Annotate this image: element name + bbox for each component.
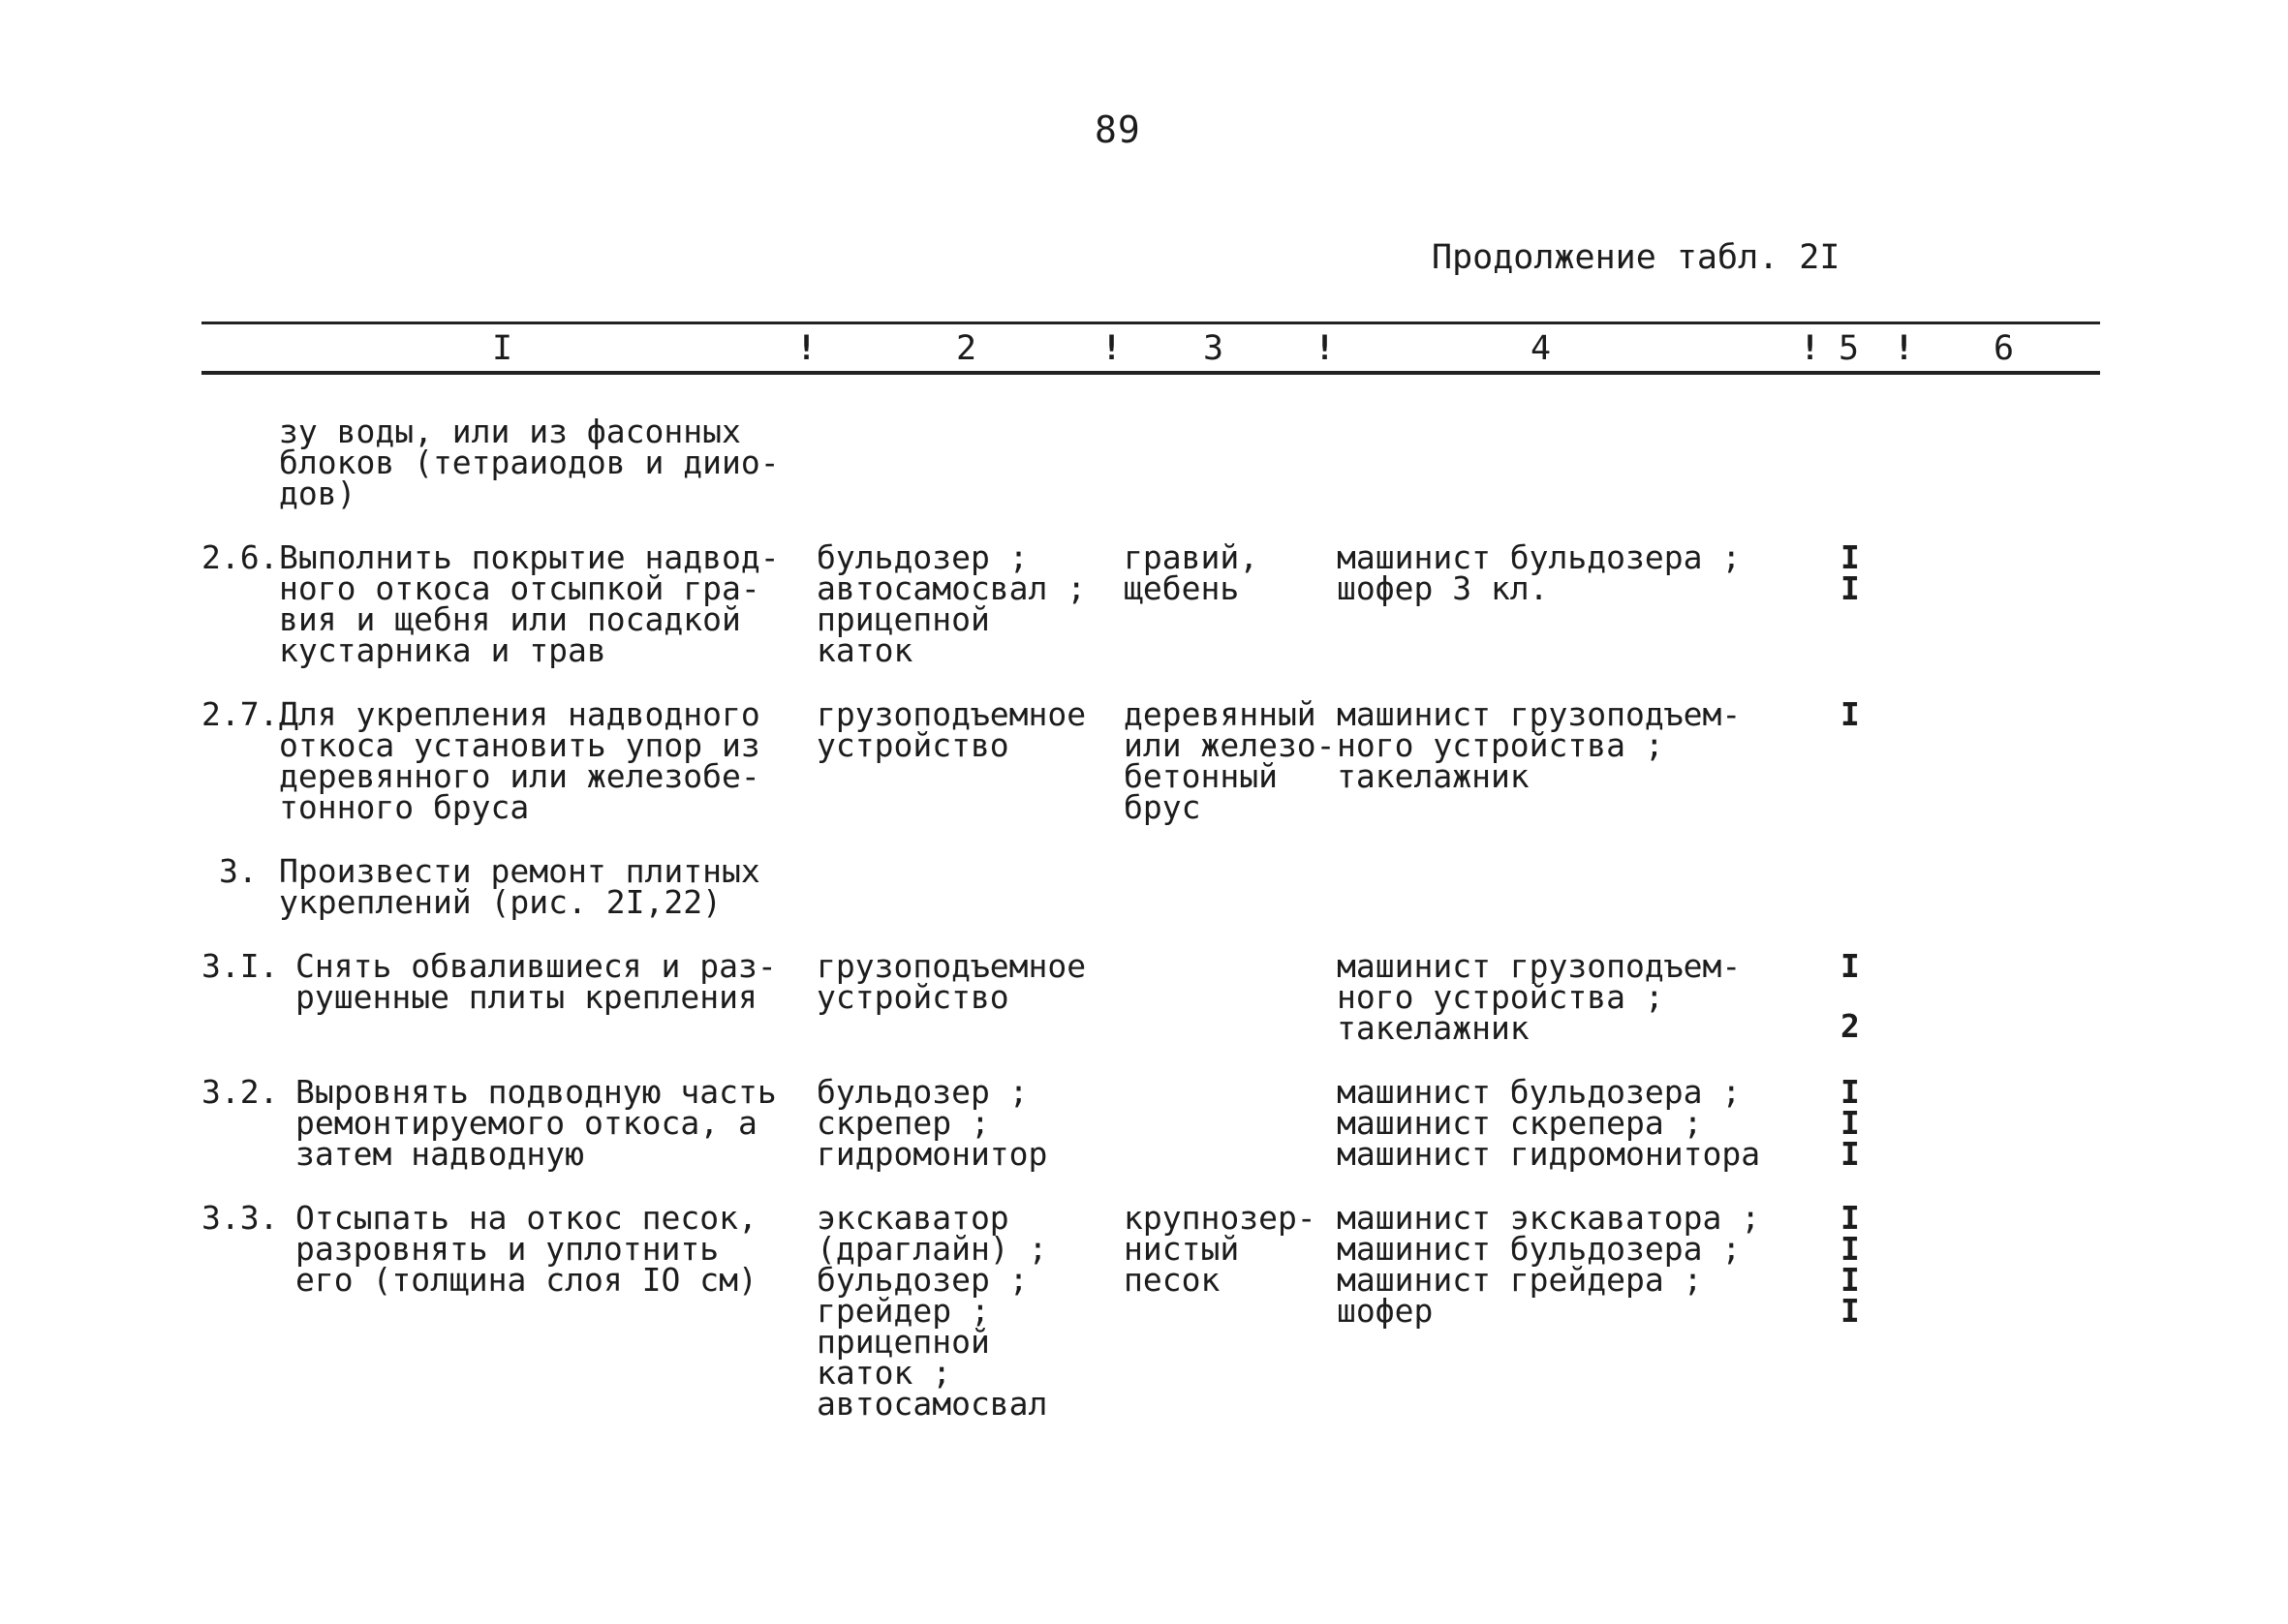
column-separator: ! — [1800, 329, 1821, 368]
column-header-4: 4 — [1530, 329, 1552, 368]
column-separator: ! — [1101, 329, 1123, 368]
row-workers: машинист грузоподъем- ного устройства ; такелажник — [1337, 947, 1742, 1047]
row-equipment: грузоподъемное устройство — [817, 947, 1087, 1016]
page-number: 89 — [1095, 108, 1141, 151]
row-text: Для укрепления надводного откоса установить упор из деревянного или железобе- тонного бруса — [279, 695, 760, 826]
column-header-1: I — [492, 329, 513, 368]
column-header-2: 2 — [956, 329, 977, 368]
row-number: 3.3. — [201, 1199, 279, 1237]
row-number: 2.7. — [201, 695, 279, 733]
column-separator: ! — [1314, 329, 1336, 368]
row-equipment: экскаватор (драглайн) ; бульдозер ; грейдер ; прицепной каток ; автосамосвал — [817, 1199, 1048, 1423]
row-text: Выровнять подводную часть ремонтируемого откоса, а затем надводную — [295, 1073, 777, 1173]
row-text: Отсыпать на откос песок, разровнять и уплотнить его (толщина слоя IO см) — [295, 1199, 758, 1299]
row-text: Выполнить покрытие надвод- ного откоса отсыпкой гра- вия и щебня или посадкой кустарника и трав — [279, 538, 780, 669]
row-number: 3.2. — [201, 1073, 279, 1111]
column-header-5: 5 — [1839, 329, 1860, 368]
row-text: Произвести ремонт плитных укреплений (рис. 2I,22) — [279, 852, 760, 921]
row-materials: крупнозер- нистый песок — [1124, 1199, 1316, 1299]
table-header-bottom-rule — [201, 371, 2100, 375]
row-materials: гравий, щебень — [1124, 538, 1259, 607]
row-number: 2.6. — [201, 538, 279, 576]
row-equipment: бульдозер ; автосамосвал ; прицепной каток — [817, 538, 1087, 669]
row-count: I I I I — [1840, 1199, 1860, 1330]
row-number: 3. — [219, 852, 258, 890]
table-top-rule — [201, 322, 2100, 324]
row-count: 2 — [1840, 1007, 1860, 1045]
table-caption: Продолжение табл. 2I — [1432, 238, 1840, 277]
column-header-6: 6 — [1994, 329, 2015, 368]
row-equipment: грузоподъемное устройство — [817, 695, 1087, 764]
column-header-3: 3 — [1203, 329, 1224, 368]
row-materials: деревянный или железо- бетонный брус — [1124, 695, 1336, 826]
row-equipment: бульдозер ; скрепер ; гидромонитор — [817, 1073, 1048, 1173]
row-count: I — [1840, 947, 1860, 985]
row-workers: машинист экскаватора ; машинист бульдозера ; машинист грейдера ; шофер — [1337, 1199, 1761, 1330]
row-text: зу воды, или из фасонных блоков (тетраиодов и диио- дов) — [279, 413, 780, 512]
row-count: I I — [1840, 538, 1860, 607]
column-separator: ! — [796, 329, 818, 368]
row-workers: машинист бульдозера ; шофер 3 кл. — [1337, 538, 1742, 607]
row-workers: машинист грузоподъем- ного устройства ; такелажник — [1337, 695, 1742, 795]
column-separator: ! — [1894, 329, 1915, 368]
row-count: I I I — [1840, 1073, 1860, 1173]
row-workers: машинист бульдозера ; машинист скрепера ; машинист гидромонитора — [1337, 1073, 1761, 1173]
row-text: Снять обвалившиеся и раз- рушенные плиты крепления — [295, 947, 777, 1016]
row-count: I — [1840, 695, 1860, 733]
row-number: 3.I. — [201, 947, 279, 985]
